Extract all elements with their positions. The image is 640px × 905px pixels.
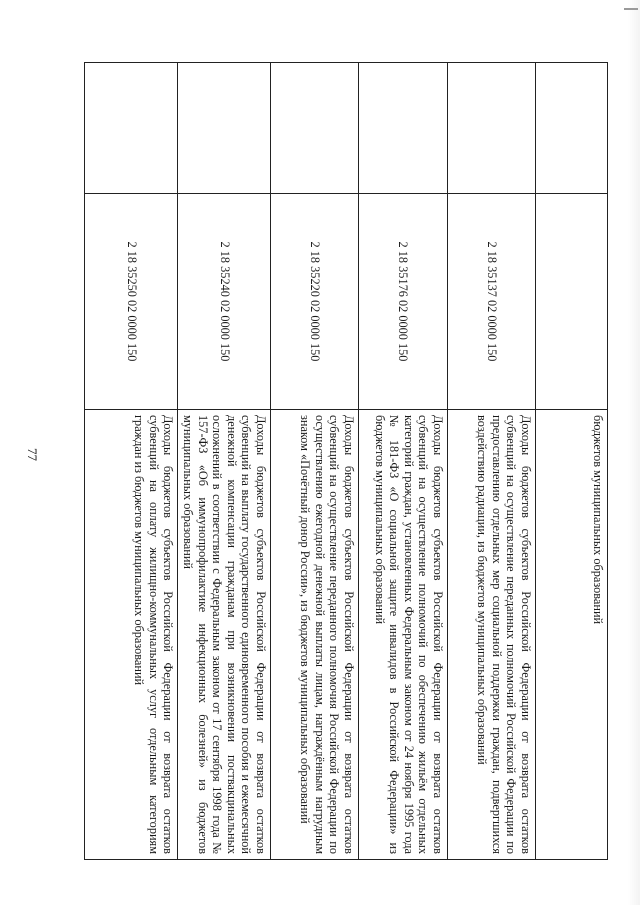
table-row xyxy=(448,63,536,860)
table-row xyxy=(271,63,359,860)
table-cell-description: Доходы бюджетов субъектов Российской Федерации от возврата остатков субвенций на выплату государственного единовременного пособия и ежемесячной денежной компенсации гражданам при возникновении поствакцинальных осложнений в соответствии с Федеральным законом от 17 сентября 1998 года № 157-ФЗ «Об иммунопрофилактике инфекционных болезней» из бюджетов муниципальных образований xyxy=(178,410,271,860)
table-cell-description: Доходы бюджетов субъектов Российской Федерации от возврата остатков субвенций на оплату жилищно-коммунальных услуг отдельным категориям граждан из бюджетов муниципальных образований xyxy=(85,410,178,860)
table-cell-blank xyxy=(359,63,448,194)
budget-income-table xyxy=(84,62,608,860)
scan-mark xyxy=(624,8,638,10)
table-cell-code: 2 18 35176 02 0000 150 xyxy=(359,194,448,410)
table-cell-blank xyxy=(271,63,359,194)
table-cell-description: бюджетов муниципальных образований xyxy=(536,410,608,860)
table-row xyxy=(178,63,271,860)
table-cell-code: 2 18 35137 02 0000 150 xyxy=(448,194,536,410)
rotated-page-content xyxy=(90,62,608,860)
table-cell-code: 2 18 35220 02 0000 150 xyxy=(271,194,359,410)
table-row xyxy=(536,63,608,860)
scan-edge-shadow xyxy=(628,0,640,905)
table-cell-code: 2 18 35240 02 0000 150 xyxy=(178,194,271,410)
table-row xyxy=(85,63,178,860)
page-number: 77 xyxy=(25,448,40,461)
table-cell-blank xyxy=(85,63,178,194)
table-cell-description: Доходы бюджетов субъектов Российской Федерации от возврата остатков субвенций на осуществление переданного полномочия Российской Федерации по осуществлению ежегодной денежной выплаты лицам, награждённым нагрудным знаком «Почётный донор России», из бюджетов муниципальных образований xyxy=(271,410,359,860)
table-cell-code: 2 18 35250 02 0000 150 xyxy=(85,194,178,410)
table-cell-code xyxy=(536,194,608,410)
table-cell-description: Доходы бюджетов субъектов Российской Федерации от возврата остатков субвенций на осуществление полномочий по обеспечению жильём отдельных категорий граждан, установленных Федеральным законом от 24 ноября 1995 года № 181-ФЗ «О социальной защите инвалидов в Российской Федерации» из бюджетов муниципальных образований xyxy=(359,410,448,860)
table-cell-description: Доходы бюджетов субъектов Российской Федерации от возврата остатков субвенций на осуществление переданных полномочий Российской Федерации по предоставлению отдельных мер социальной поддержки граждан, подвергшихся воздействию радиации, из бюджетов муниципальных образований xyxy=(448,410,536,860)
table-row xyxy=(359,63,448,860)
table-cell-blank xyxy=(178,63,271,194)
table-cell-blank xyxy=(536,63,608,194)
table-cell-blank xyxy=(448,63,536,194)
